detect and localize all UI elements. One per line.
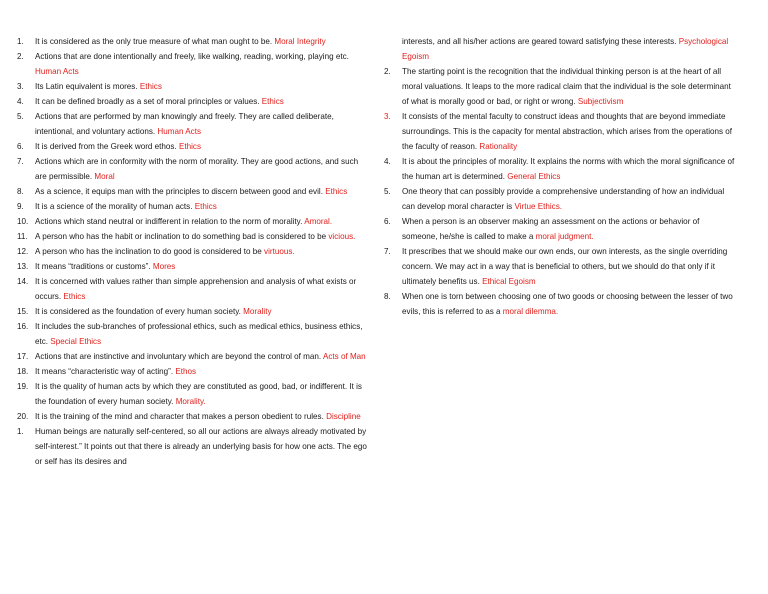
- item-text: One theory that can possibly provide a comprehensive understanding of how an individual can develop moral character is: [402, 187, 725, 211]
- list-item: [384, 289, 736, 319]
- item-text: A person who has the inclination to do good is considered to be: [35, 247, 265, 256]
- item-number: 5.: [384, 187, 391, 196]
- continued-item: [384, 34, 736, 64]
- list-item: [384, 109, 736, 154]
- right-list: [384, 64, 736, 319]
- item-answer: Virtue Ethics.: [514, 202, 563, 211]
- item-text: It means “characteristic way of acting”.: [35, 367, 176, 376]
- item-text: It is about the principles of morality. It explains the norms with which the moral significance of the human art is determined.: [402, 157, 735, 181]
- item-number: 4.: [384, 157, 391, 166]
- item-text: It can be defined broadly as a set of moral principles or values.: [35, 97, 262, 106]
- item-answer: Discipline: [326, 412, 361, 421]
- item-answer: moral dilemma.: [502, 307, 559, 316]
- item-number: 7.: [17, 157, 24, 166]
- item-answer: Moral: [94, 172, 115, 181]
- list-item: [17, 34, 369, 49]
- item-text: When a person is an observer making an assessment on the actions or behavior of someone, he/she is called to make a: [402, 217, 700, 241]
- item-number: 9.: [17, 202, 24, 211]
- list-item: [384, 154, 736, 184]
- item-text: It means “traditions or customs”.: [35, 262, 153, 271]
- item-text: Actions that are instinctive and involuntary which are beyond the control of man.: [35, 352, 323, 361]
- right-column: [384, 34, 736, 319]
- list-item: [17, 379, 369, 409]
- item-answer: Mores: [152, 262, 176, 271]
- item-number: 16.: [17, 322, 29, 331]
- item-answer: virtuous.: [264, 247, 295, 256]
- item-text: Actions that are performed by man knowingly and freely. They are called deliberate, intentional, and voluntary actions.: [35, 112, 334, 136]
- item-number: 13.: [17, 262, 29, 271]
- item-text: Actions which are in conformity with the norm of morality. They are good actions, and such are permissible.: [35, 157, 359, 181]
- item-text: It is concerned with values rather than simple apprehension and analysis of what exists or occurs.: [35, 277, 357, 301]
- item-answer: Ethos: [175, 367, 197, 376]
- item-text: It prescribes that we should make our own ends, our own interests, as the single overriding concern. We may act in a way that is beneficial to others, but we should do that only if it ultimately benefits us.: [402, 247, 728, 286]
- item-answer: Psychological Egoism: [402, 37, 729, 61]
- item-number: 19.: [17, 382, 29, 391]
- item-number: 7.: [384, 247, 391, 256]
- item-answer: Ethics: [139, 82, 162, 91]
- item-number: 2.: [17, 52, 24, 61]
- item-answer: Ethics: [178, 142, 201, 151]
- item-number: 1.: [17, 37, 24, 46]
- item-number: 6.: [17, 142, 24, 151]
- item-text: When one is torn between choosing one of two goods or choosing between the lesser of two evils, this is referred to as a: [402, 292, 733, 316]
- item-text: It is a science of the morality of human acts.: [35, 202, 195, 211]
- list-item: [17, 199, 369, 214]
- item-answer: Ethics: [325, 187, 348, 196]
- list-item: [17, 319, 369, 349]
- item-answer: Amoral.: [304, 217, 333, 226]
- item-text: It is the quality of human acts by which they are constituted as good, bad, or indifferent. It is the foundation of every human society.: [35, 382, 362, 406]
- list-item: [17, 259, 369, 274]
- list-item: [17, 79, 369, 94]
- item-text: It is considered as the only true measure of what man ought to be.: [35, 37, 275, 46]
- item-answer: Ethics: [63, 292, 86, 301]
- item-text: As a science, it equips man with the principles to discern between good and evil.: [35, 187, 326, 196]
- item-number: 10.: [17, 217, 29, 226]
- item-answer: Ethical Egoism: [482, 277, 536, 286]
- item-number: 1.: [17, 427, 24, 436]
- item-answer: General Ethics: [507, 172, 561, 181]
- item-answer: moral judgment.: [535, 232, 594, 241]
- list-item: [17, 244, 369, 259]
- list-item: [17, 139, 369, 154]
- item-answer: vicious.: [328, 232, 356, 241]
- list-item: [17, 364, 369, 379]
- item-number: 11.: [17, 232, 28, 241]
- item-text: Human beings are naturally self-centered, so all our actions are always already motivated by self-interest.” It points out that there is already an underlying basis for how one acts. The ego or self has its desires and: [35, 427, 367, 466]
- item-answer: Morality.: [175, 397, 206, 406]
- left-column: [17, 34, 369, 469]
- list-item: [17, 94, 369, 109]
- item-text: It consists of the mental faculty to construct ideas and thoughts that are beyond immediate surroundings. This is the capacity for mental abstraction, which arises from the operations of the faculty of reason.: [402, 112, 733, 151]
- list-item: [17, 229, 369, 244]
- item-text: It is considered as the foundation of every human society.: [35, 307, 244, 316]
- item-number: 6.: [384, 217, 391, 226]
- list-item: [384, 64, 736, 109]
- item-text: interests, and all his/her actions are geared toward satisfying these interests.: [402, 37, 679, 46]
- list-item: [384, 184, 736, 214]
- list-item: [17, 274, 369, 304]
- list-item: [384, 244, 736, 289]
- list-item: [17, 424, 369, 469]
- item-answer: Ethics: [261, 97, 284, 106]
- item-answer: Acts of Man: [322, 352, 366, 361]
- item-number: 20.: [17, 412, 29, 421]
- list-item: [17, 49, 369, 79]
- item-number: 5.: [17, 112, 24, 121]
- list-item: [17, 154, 369, 184]
- item-answer: Special Ethics: [50, 337, 102, 346]
- item-answer: Subjectivism: [577, 97, 624, 106]
- list-item: [17, 349, 369, 364]
- item-text: A person who has the habit or inclination to do something bad is considered to be: [35, 232, 329, 241]
- list-item: [384, 214, 736, 244]
- list-item: [17, 109, 369, 139]
- item-number: 4.: [17, 97, 24, 106]
- item-text: Actions that are done intentionally and freely, like walking, reading, working, playing etc.: [35, 52, 349, 61]
- item-number: 17.: [17, 352, 29, 361]
- item-number: 8.: [384, 292, 391, 301]
- item-answer: Moral Integrity: [274, 37, 326, 46]
- item-number: 18.: [17, 367, 29, 376]
- item-text: The starting point is the recognition that the individual thinking person is at the heart of all moral valuations. It leaps to the more radical claim that the individual is the sole determinant of what is morally good or bad, or right or wrong.: [402, 67, 731, 106]
- item-number: 14.: [17, 277, 29, 286]
- list-item: [17, 214, 369, 229]
- item-text: It includes the sub-branches of professional ethics, such as medical ethics, business ethics, etc.: [35, 322, 363, 346]
- item-answer: Rationality: [479, 142, 518, 151]
- item-answer: Human Acts: [157, 127, 202, 136]
- item-answer: Human Acts: [35, 67, 79, 76]
- item-text: Actions which stand neutral or indifferent in relation to the norm of morality.: [35, 217, 305, 226]
- list-item: [17, 409, 369, 424]
- item-number: 15.: [17, 307, 29, 316]
- list-item: [17, 184, 369, 199]
- item-number: 3.: [17, 82, 24, 91]
- item-number: 3.: [384, 112, 391, 121]
- item-text: It is derived from the Greek word ethos.: [35, 142, 179, 151]
- item-answer: Ethics: [194, 202, 217, 211]
- item-number: 2.: [384, 67, 391, 76]
- item-answer: Morality: [243, 307, 272, 316]
- list-item: [17, 304, 369, 319]
- item-text: It is the training of the mind and character that makes a person obedient to rules.: [35, 412, 327, 421]
- item-text: Its Latin equivalent is mores.: [35, 82, 140, 91]
- item-number: 8.: [17, 187, 24, 196]
- item-number: 12.: [17, 247, 29, 256]
